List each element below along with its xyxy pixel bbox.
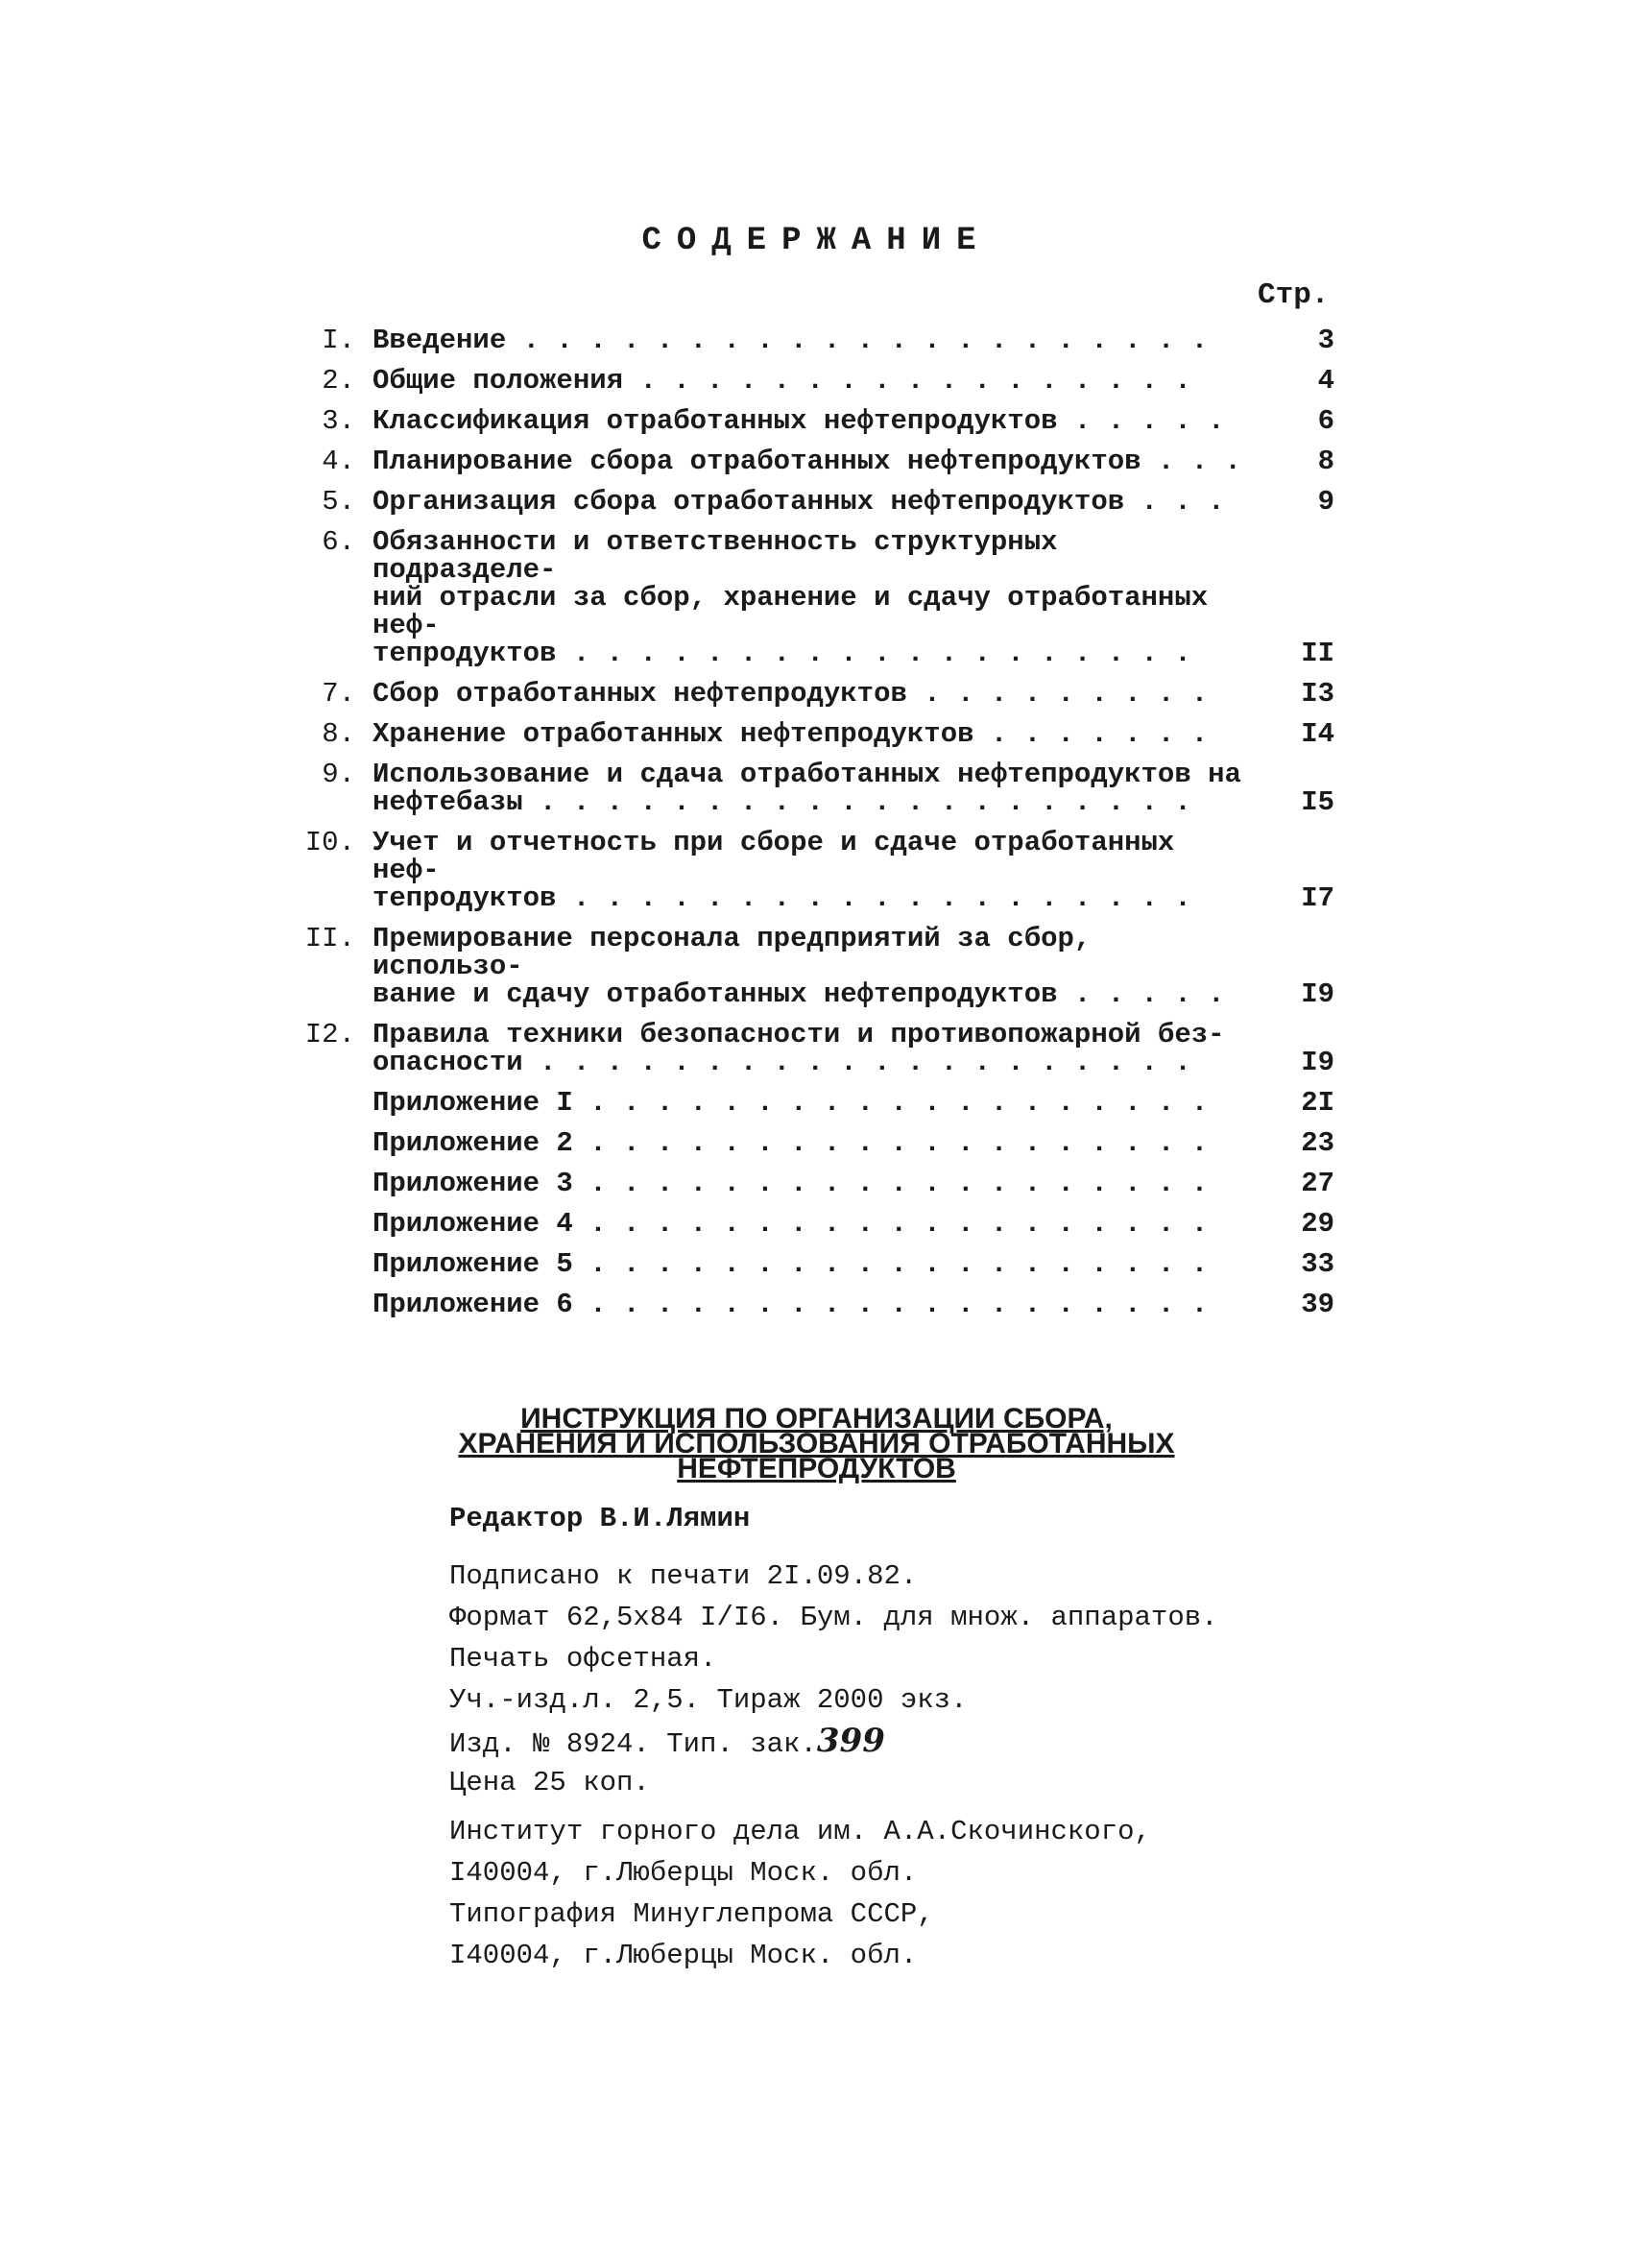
toc-entry [288, 367, 1334, 395]
toc-entry-title: Приложение 3 . . . . . . . . . . . . . . . . . . . [372, 1168, 1209, 1199]
toc-entry-number: II. [304, 923, 355, 954]
toc-entry-page: I9 [1301, 978, 1334, 1010]
toc-entry-page: 27 [1301, 1168, 1334, 1199]
toc-entry-title: Общие положения . . . . . . . . . . . . . . . . . [372, 365, 1191, 397]
imprint-address-2: I40004, г.Люберцы Моск. обл. [449, 1940, 918, 1971]
toc-entry [288, 829, 1334, 912]
imprint-signed: Подписано к печати 2I.09.82. [449, 1560, 918, 1592]
toc-entry [288, 1170, 1334, 1197]
page-title: СОДЕРЖАНИЕ [641, 223, 992, 259]
toc-entry-page: 4 [1317, 365, 1334, 397]
imprint-volume: Уч.-изд.л. 2,5. Тираж 2000 экз. [449, 1684, 968, 1716]
toc-entry-title: Приложение 2 . . . . . . . . . . . . . . . . . . . [372, 1127, 1209, 1159]
toc-entry-title: Классификация отработанных нефтепродуктов . . . . . [372, 405, 1225, 437]
toc-entry-page: 6 [1317, 405, 1334, 437]
toc-entry-title: Организация сбора отработанных нефтепродуктов . . . [372, 486, 1225, 518]
toc-entry-title: Обязанности и ответственность структурных подразделе- ний отрасли за сбор, хранение и сдачу отработанных неф- тепродуктов . . . . . . . . . . . . . . . . . . . [372, 526, 1209, 669]
toc-entry-number: I. [322, 325, 355, 356]
toc-entry-number: 2. [322, 365, 355, 397]
toc-entry-title: Использование и сдача отработанных нефтепродуктов на нефтебазы . . . . . . . . . . . . . . . . . . . . [372, 759, 1241, 818]
toc-entry-number: 4. [322, 446, 355, 477]
toc-entry [288, 1129, 1334, 1157]
toc-entry-title: Правила техники безопасности и противопожарной без- опасности . . . . . . . . . . . . . . . . . . . . [372, 1019, 1225, 1078]
toc-entry-page: 3 [1317, 325, 1334, 356]
imprint-print: Печать офсетная. [449, 1643, 717, 1675]
toc-entry-number: I0. [304, 827, 355, 858]
toc-entry-page: 39 [1301, 1289, 1334, 1320]
toc-entry-number: 8. [322, 718, 355, 750]
imprint-block [449, 1503, 1409, 1976]
toc-entry-title: Премирование персонала предприятий за сбор, использо- вание и сдачу отработанных нефтепродуктов . . . . . [372, 923, 1225, 1010]
imprint-editor: Редактор В.И.Лямин [449, 1503, 751, 1534]
imprint-format: Формат 62,5х84 I/I6. Бум. для множ. аппаратов. [449, 1602, 1218, 1633]
imprint-title: ИНСТРУКЦИЯ ПО ОРГАНИЗАЦИИ СБОРА, ХРАНЕНИЯ И ИСПОЛЬЗОВАНИЯ ОТРАБОТАННЫХ НЕФТЕПРОДУКТОВ [458, 1403, 1175, 1484]
toc-entry-title: Учет и отчетность при сборе и сдаче отработанных неф- тепродуктов . . . . . . . . . . . . . . . . . . . [372, 827, 1191, 914]
toc-entry [288, 925, 1334, 1008]
imprint-order-number: 399 [816, 1722, 885, 1760]
toc-entry-number: 6. [322, 526, 355, 558]
page-column-label: Стр. [1258, 278, 1330, 312]
imprint-price: Цена 25 коп. [449, 1767, 650, 1798]
toc-entry [288, 326, 1334, 354]
toc-entry-page: 8 [1317, 446, 1334, 477]
imprint-institute: Институт горного дела им. А.А.Скочинского, [449, 1816, 1151, 1847]
toc-entry-page: I9 [1301, 1047, 1334, 1078]
toc-entry-title: Приложение 6 . . . . . . . . . . . . . . . . . . . [372, 1289, 1209, 1320]
toc-entry [288, 720, 1334, 748]
toc-entry [288, 1250, 1334, 1278]
imprint-printer: Типография Минуглепрома СССР, [449, 1898, 934, 1930]
toc-entry-page: I5 [1301, 786, 1334, 818]
imprint-address-1: I40004, г.Люберцы Моск. обл. [449, 1857, 918, 1889]
toc-entry-page: 2I [1301, 1087, 1334, 1119]
toc-entry-page: I7 [1301, 882, 1334, 914]
toc-entry-page: II [1301, 638, 1334, 669]
toc-entry [288, 488, 1334, 516]
toc-entry [288, 407, 1334, 435]
toc-entry [288, 1291, 1334, 1318]
toc-entry-number: 3. [322, 405, 355, 437]
imprint-order-prefix: Изд. № 8924. Тип. зак. [449, 1728, 817, 1760]
toc-entry-title: Приложение I . . . . . . . . . . . . . . . . . . . [372, 1087, 1209, 1119]
toc-entry-number: I2. [304, 1019, 355, 1050]
toc-entry-title: Введение . . . . . . . . . . . . . . . . . . . . . [372, 325, 1209, 356]
toc-entry [288, 1021, 1334, 1076]
toc-entry-page: 9 [1317, 486, 1334, 518]
toc-entry-page: I4 [1301, 718, 1334, 750]
toc-entry-page: I3 [1301, 678, 1334, 710]
toc-entry [288, 1089, 1334, 1117]
toc-entry-title: Планирование сбора отработанных нефтепродуктов . . . [372, 446, 1241, 477]
toc-entry-page: 23 [1301, 1127, 1334, 1159]
toc-entry [288, 680, 1334, 708]
toc-entry-number: 7. [322, 678, 355, 710]
toc-entry [288, 447, 1334, 475]
toc-entry-title: Хранение отработанных нефтепродуктов . . . . . . . [372, 718, 1209, 750]
toc-entry-page: 29 [1301, 1208, 1334, 1240]
toc-entry-number: 9. [322, 759, 355, 790]
toc-entry-title: Приложение 4 . . . . . . . . . . . . . . . . . . . [372, 1208, 1209, 1240]
toc-entry-title: Сбор отработанных нефтепродуктов . . . . . . . . . [372, 678, 1209, 710]
toc-entry-number: 5. [322, 486, 355, 518]
toc-entry-page: 33 [1301, 1248, 1334, 1280]
toc-entry [288, 528, 1334, 667]
toc-entry [288, 1210, 1334, 1238]
table-of-contents [288, 326, 1334, 1318]
imprint-order [449, 1721, 1409, 1762]
toc-entry-title: Приложение 5 . . . . . . . . . . . . . . . . . . . [372, 1248, 1209, 1280]
toc-entry [288, 760, 1334, 816]
